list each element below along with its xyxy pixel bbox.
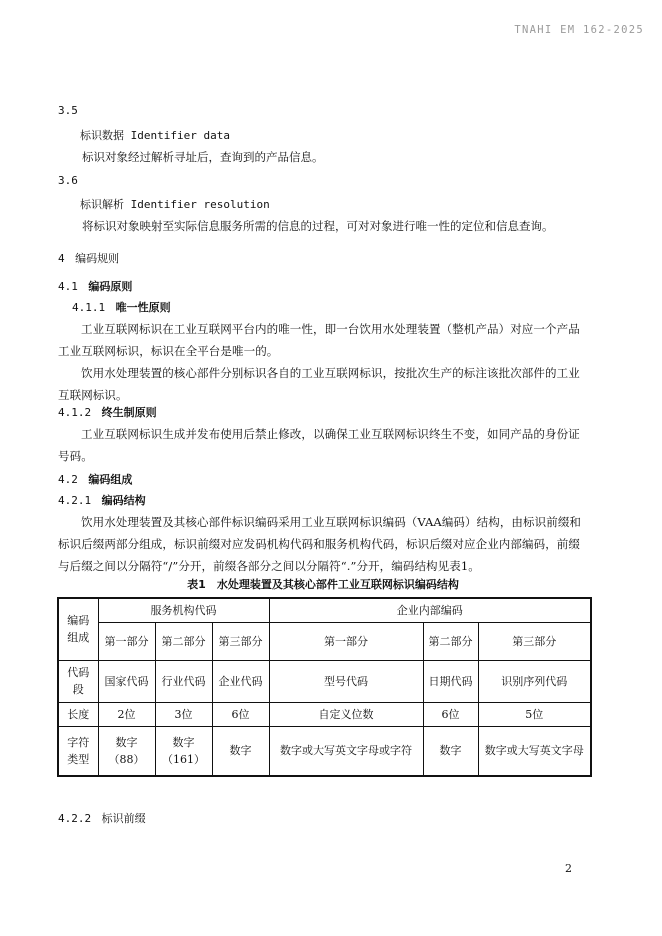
table-cell: 数字或大写英文字母或字符	[269, 726, 423, 776]
paragraph-uniqueness-1: 工业互联网标识在工业互联网平台内的唯一性，即一台饮用水处理装置（整机产品）对应一个产品工业互联网标识，标识在全平台是唯一的。	[58, 322, 580, 358]
table-parts-row	[58, 622, 591, 660]
table-cell: 数字（88）	[98, 726, 155, 776]
table-row	[58, 702, 591, 726]
table-header-row	[58, 598, 591, 622]
part-header: 第一部分	[98, 622, 155, 660]
part-header: 第三部分	[212, 622, 269, 660]
table-cell: 企业代码	[212, 660, 269, 702]
group-header-enterprise: 企业内部编码	[269, 598, 591, 622]
table-cell: 国家代码	[98, 660, 155, 702]
paragraph-uniqueness-2: 饮用水处理装置的核心部件分别标识各自的工业互联网标识，按批次生产的标注该批次部件的工业互联网标识。	[58, 366, 580, 402]
section-title: 标识前缀	[101, 812, 146, 825]
section-title: 唯一性原则	[115, 301, 171, 314]
table-cell: 型号代码	[269, 660, 423, 702]
section-title: 编码规则	[75, 252, 120, 265]
row-label: 代码段	[58, 660, 98, 702]
section-heading-4-2-2	[58, 810, 146, 826]
part-header: 第三部分	[478, 622, 591, 660]
table-cell: 5位	[478, 702, 591, 726]
part-header: 第二部分	[155, 622, 212, 660]
table-cell: 自定义位数	[269, 702, 423, 726]
term-identifier-resolution: 标识解析 Identifier resolution	[80, 198, 270, 211]
section-number: 4.1.2	[58, 406, 92, 419]
section-title: 编码结构	[101, 494, 146, 507]
table-cell: 6位	[212, 702, 269, 726]
table-corner-cell: 编码组成	[58, 598, 98, 660]
table-row	[58, 726, 591, 776]
table-caption: 表1 水处理装置及其核心部件工业互联网标识编码结构	[187, 578, 459, 591]
term-identifier-data: 标识数据 Identifier data	[80, 129, 230, 142]
section-heading-4-2-1	[58, 492, 146, 508]
code-structure-table	[57, 597, 592, 777]
section-number: 4	[58, 252, 65, 265]
section-number: 4.2.2	[58, 812, 92, 825]
row-label: 字符类型	[58, 726, 98, 776]
clause-number-3-5: 3.5	[58, 104, 78, 117]
section-title: 编码原则	[88, 280, 133, 293]
group-header-service-agency: 服务机构代码	[98, 598, 269, 622]
section-number: 4.1	[58, 280, 78, 293]
section-number: 4.2.1	[58, 494, 92, 507]
standard-code: TNAHI EM 162-2025	[514, 24, 644, 36]
table-cell: 数字	[212, 726, 269, 776]
section-heading-4	[58, 250, 119, 266]
definition-identifier-resolution: 将标识对象映射至实际信息服务所需的信息的过程，可对对象进行唯一性的定位和信息查询。	[82, 219, 554, 233]
table-cell: 2位	[98, 702, 155, 726]
definition-identifier-data: 标识对象经过解析寻址后，查询到的产品信息。	[82, 150, 324, 164]
table-cell: 数字或大写英文字母	[478, 726, 591, 776]
table-cell: 数字	[423, 726, 478, 776]
table-cell: 识别序列代码	[478, 660, 591, 702]
page-number: 2	[565, 862, 572, 875]
part-header: 第二部分	[423, 622, 478, 660]
table-cell: 日期代码	[423, 660, 478, 702]
clause-number-3-6: 3.6	[58, 174, 78, 187]
table-cell: 数字（161）	[155, 726, 212, 776]
section-title: 终生制原则	[101, 406, 157, 419]
table-row	[58, 660, 591, 702]
row-label: 长度	[58, 702, 98, 726]
section-title: 编码组成	[88, 473, 133, 486]
section-number: 4.1.1	[72, 301, 106, 314]
section-number: 4.2	[58, 473, 78, 486]
paragraph-code-structure: 饮用水处理装置及其核心部件标识编码采用工业互联网标识编码（VAA编码）结构，由标识前缀和标识后缀两部分组成，标识前缀对应发码机构代码和服务机构代码，标识后缀对应企业内部编码，前缀与后缀之间以分隔符“/”分开，前缀各部分之间以分隔符“.”分开，编码结构见表1。	[58, 515, 582, 573]
table-cell: 6位	[423, 702, 478, 726]
table-cell: 行业代码	[155, 660, 212, 702]
section-heading-4-1-1	[72, 299, 171, 315]
part-header: 第一部分	[269, 622, 423, 660]
paragraph-lifetime: 工业互联网标识生成并发布使用后禁止修改，以确保工业互联网标识终生不变，如同产品的身份证号码。	[58, 427, 580, 463]
section-heading-4-2	[58, 471, 132, 487]
table-cell: 3位	[155, 702, 212, 726]
section-heading-4-1	[58, 278, 132, 294]
section-heading-4-1-2	[58, 404, 157, 420]
